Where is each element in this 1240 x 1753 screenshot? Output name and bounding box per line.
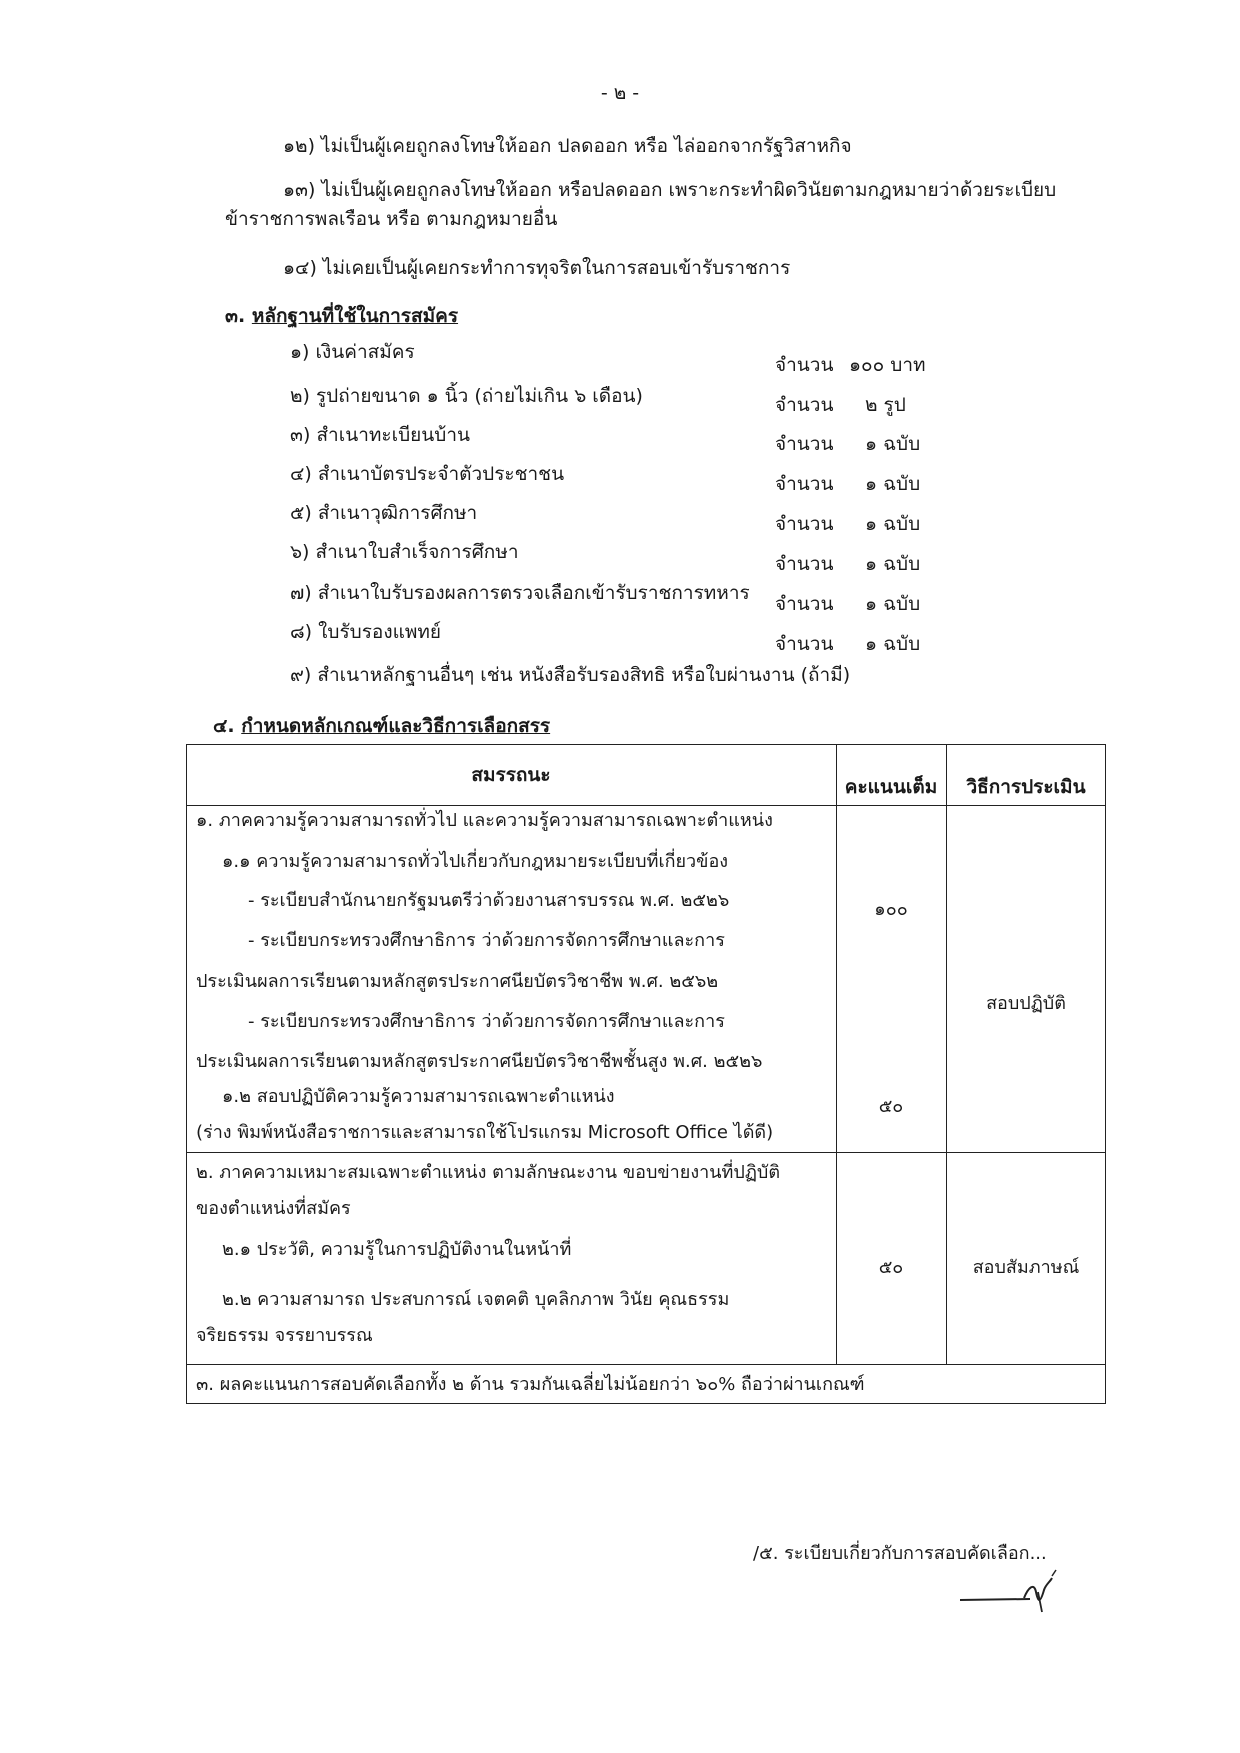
evidence-qty: จำนวน ๒ รูป bbox=[775, 394, 906, 416]
evidence-qty: จำนวน ๑ ฉบับ bbox=[775, 513, 921, 535]
table-row-1-line: ๑. ภาคความรู้ความสามารถทั่วไป และความรู้ความสามารถเฉพาะตำแหน่ง bbox=[196, 810, 773, 831]
table-row-2-line: จริยธรรม จรรยาบรรณ bbox=[196, 1325, 373, 1346]
table-row-2-line: ๒.๑ ประวัติ, ความรู้ในการปฏิบัติงานในหน้าที่ bbox=[222, 1239, 572, 1260]
table-row-2-line: ของตำแหน่งที่สมัคร bbox=[196, 1198, 351, 1219]
qualification-14: ๑๔) ไม่เคยเป็นผู้เคยกระทำการทุจริตในการสอบเข้ารับราชการ bbox=[283, 257, 791, 279]
method-practical-test: สอบปฏิบัติ bbox=[986, 993, 1066, 1014]
table-row-1-line: ๑.๑ ความรู้ความสามารถทั่วไปเกี่ยวกับกฎหมายระเบียบที่เกี่ยวข้อง bbox=[222, 851, 729, 872]
evidence-item: ๑) เงินค่าสมัคร bbox=[290, 341, 415, 363]
evidence-qty: จำนวน ๑ ฉบับ bbox=[775, 593, 921, 615]
signature-mark bbox=[958, 1568, 1058, 1618]
section-3-number: ๓. bbox=[225, 305, 246, 327]
evidence-item: ๒) รูปถ่ายขนาด ๑ นิ้ว (ถ่ายไม่เกิน ๖ เดือน) bbox=[290, 385, 643, 407]
method-interview: สอบสัมภาษณ์ bbox=[972, 1257, 1080, 1278]
table-row-1-line: - ระเบียบกระทรวงศึกษาธิการ ว่าด้วยการจัดการศึกษาและการ bbox=[248, 930, 725, 951]
qualification-13-cont: ข้าราชการพลเรือน หรือ ตามกฎหมายอื่น bbox=[225, 208, 558, 230]
evidence-item-9: ๙) สำเนาหลักฐานอื่นๆ เช่น หนังสือรับรองสิทธิ หรือใบผ่านงาน (ถ้ามี) bbox=[290, 664, 851, 686]
section-4-number: ๔. bbox=[213, 715, 235, 737]
table-row-1-line: (ร่าง พิมพ์หนังสือราชการและสามารถใช้โปรแกรม Microsoft Office ได้ดี) bbox=[196, 1122, 774, 1143]
evidence-item: ๓) สำเนาทะเบียนบ้าน bbox=[290, 424, 470, 446]
score-general: ๑๐๐ bbox=[874, 899, 908, 920]
evidence-qty: จำนวน ๑ ฉบับ bbox=[775, 473, 921, 495]
table-row-2-line: ๒.๒ ความสามารถ ประสบการณ์ เจตคติ บุคลิกภาพ วินัย คุณธรรม bbox=[222, 1289, 730, 1310]
header-competency: สมรรถนะ bbox=[471, 764, 551, 786]
evidence-item: ๖) สำเนาใบสำเร็จการศึกษา bbox=[290, 541, 519, 563]
evidence-qty: จำนวน ๑ ฉบับ bbox=[775, 633, 921, 655]
evidence-item: ๕) สำเนาวุฒิการศึกษา bbox=[290, 502, 478, 524]
table-divider bbox=[186, 1152, 1106, 1153]
table-row-1-line: - ระเบียบกระทรวงศึกษาธิการ ว่าด้วยการจัดการศึกษาและการ bbox=[248, 1011, 725, 1032]
table-row-1-line: ประเมินผลการเรียนตามหลักสูตรประกาศนียบัตรวิชาชีพชั้นสูง พ.ศ. ๒๕๒๖ bbox=[196, 1051, 763, 1072]
continuation-note: /๕. ระเบียบเกี่ยวกับการสอบคัดเลือก... bbox=[753, 1543, 1047, 1564]
section-4-title: กำหนดหลักเกณฑ์และวิธีการเลือกสรร bbox=[241, 715, 551, 737]
evidence-qty: จำนวน ๑ ฉบับ bbox=[775, 433, 921, 455]
score-interview: ๕๐ bbox=[878, 1257, 904, 1278]
evidence-item: ๘) ใบรับรองแพทย์ bbox=[290, 621, 442, 643]
qualification-13: ๑๓) ไม่เป็นผู้เคยถูกลงโทษให้ออก หรือปลดออก เพราะกระทำผิดวินัยตามกฎหมายว่าด้วยระเบียบ bbox=[283, 179, 1057, 201]
evidence-qty: จำนวน ๑๐๐ บาท bbox=[775, 354, 926, 376]
section-3-heading bbox=[225, 301, 458, 331]
table-row-1-line: - ระเบียบสำนักนายกรัฐมนตรีว่าด้วยงานสารบรรณ พ.ศ. ๒๕๒๖ bbox=[248, 890, 730, 911]
table-divider bbox=[186, 805, 1106, 806]
table-row-3-pass-criteria: ๓. ผลคะแนนการสอบคัดเลือกทั้ง ๒ ด้าน รวมกันเฉลี่ยไม่น้อยกว่า ๖๐% ถือว่าผ่านเกณฑ์ bbox=[196, 1374, 865, 1395]
table-row-1-line: ประเมินผลการเรียนตามหลักสูตรประกาศนียบัตรวิชาชีพ พ.ศ. ๒๕๖๒ bbox=[196, 971, 719, 992]
score-practical: ๕๐ bbox=[878, 1096, 904, 1117]
evidence-qty: จำนวน ๑ ฉบับ bbox=[775, 553, 921, 575]
table-row-1-line: ๑.๒ สอบปฏิบัติความรู้ความสามารถเฉพาะตำแหน่ง bbox=[222, 1086, 615, 1107]
section-4-heading bbox=[213, 711, 550, 741]
table-divider bbox=[186, 1364, 1106, 1365]
section-3-title: หลักฐานที่ใช้ในการสมัคร bbox=[251, 305, 459, 327]
header-method: วิธีการประเมิน bbox=[966, 776, 1086, 798]
header-full-score: คะแนนเต็ม bbox=[844, 776, 938, 798]
page-number: - ๒ - bbox=[600, 82, 640, 104]
table-row-2-line: ๒. ภาคความเหมาะสมเฉพาะตำแหน่ง ตามลักษณะงาน ขอบข่ายงานที่ปฏิบัติ bbox=[196, 1162, 781, 1183]
evidence-item: ๗) สำเนาใบรับรองผลการตรวจเลือกเข้ารับราชการทหาร bbox=[290, 582, 750, 604]
qualification-12: ๑๒) ไม่เป็นผู้เคยถูกลงโทษให้ออก ปลดออก หรือ ไล่ออกจากรัฐวิสาหกิจ bbox=[283, 135, 852, 157]
evidence-item: ๔) สำเนาบัตรประจำตัวประชาชน bbox=[290, 463, 565, 485]
